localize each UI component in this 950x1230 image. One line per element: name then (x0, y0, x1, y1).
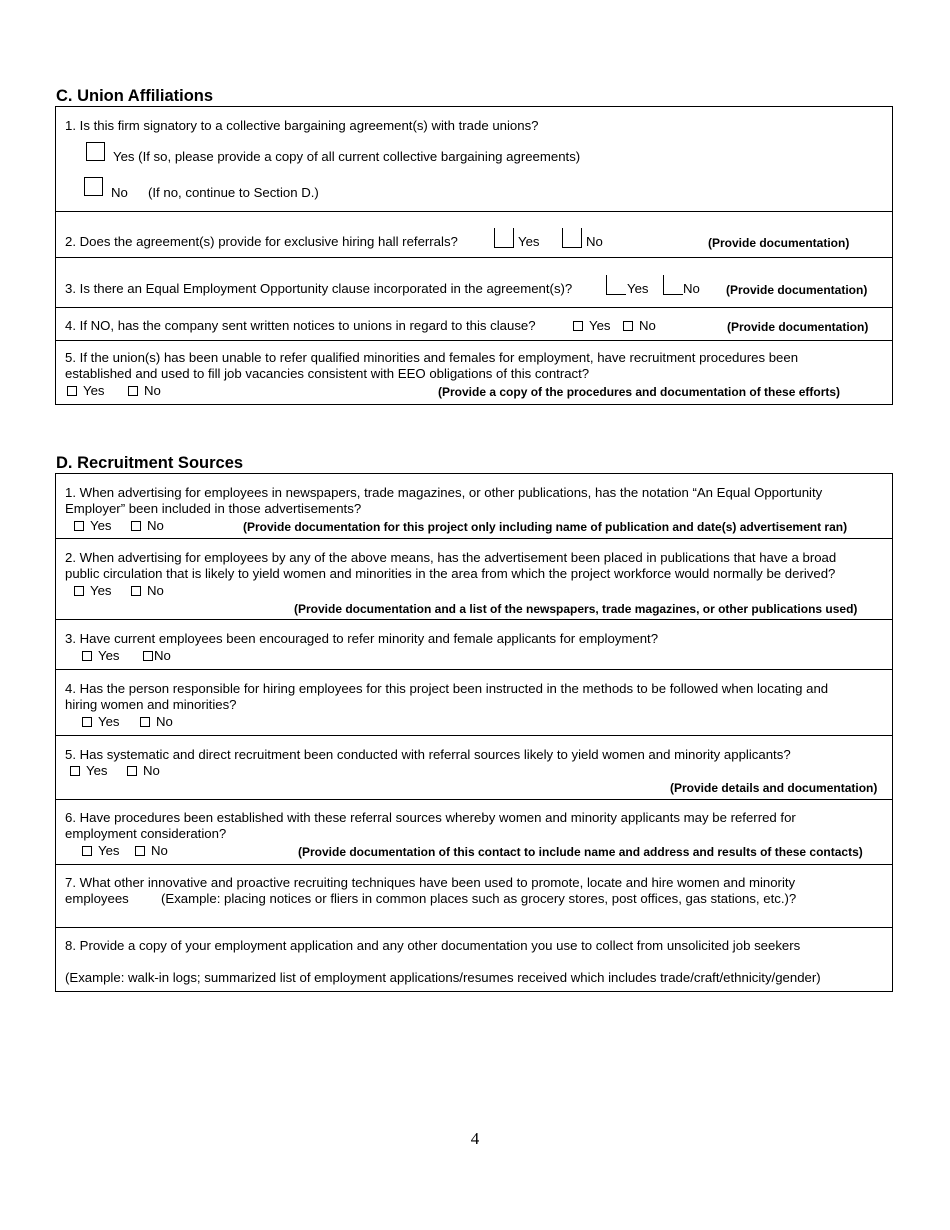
d-q2-line1: 2. When advertising for employees by any of the above means, has the advertisement been placed in publications that have a broad (65, 550, 837, 565)
c-q2-note: (Provide documentation) (708, 236, 850, 250)
c-q4-no-option[interactable] (623, 318, 656, 334)
c-q5-note: (Provide a copy of the procedures and documentation of these efforts) (438, 385, 841, 399)
d-q2-no-checkbox[interactable] (131, 586, 141, 596)
c-q3-text: 3. Is there an Equal Employment Opportunity clause incorporated in the agreement(s)? (65, 281, 573, 296)
c-q1-yes-label: Yes (If so, please provide a copy of all current collective bargaining agreements) (113, 149, 581, 164)
c-q4-note: (Provide documentation) (727, 320, 869, 334)
c-q1-text: 1. Is this firm signatory to a collective bargaining agreement(s) with trade unions? (65, 118, 539, 133)
d-q4-line1: 4. Has the person responsible for hiring employees for this project been instructed in the methods to be followed when locating and (65, 681, 829, 696)
d-q4-yes-checkbox[interactable] (82, 717, 92, 727)
d-q3-yes-label: Yes (98, 648, 120, 663)
c-q5-line1: 5. If the union(s) has been unable to refer qualified minorities and females for employment, have recruitment procedures been (65, 350, 799, 365)
c-q2-yes-checkbox[interactable] (494, 228, 514, 248)
d-q5-line1: 5. Has systematic and direct recruitment been conducted with referral sources likely to yield women and minority applicants? (65, 747, 791, 762)
c-q5-no-option[interactable] (128, 383, 161, 399)
d-q1-line2: Employer” been included in those advertisements? (65, 501, 362, 516)
d-q4-no-checkbox[interactable] (140, 717, 150, 727)
d-question-7 (56, 864, 892, 928)
d-q8-line2: (Example: walk-in logs; summarized list of employment applications/resumes received which includes trade/craft/ethnicity/gender) (65, 970, 821, 985)
d-q1-line1: 1. When advertising for employees in newspapers, trade magazines, or other publications, has the notation “An Equal Opportunity (65, 485, 823, 500)
d-question-4 (56, 669, 892, 736)
c-q1-no-checkbox[interactable] (84, 177, 103, 196)
d-q6-no-label: No (151, 843, 168, 858)
d-q4-yes-option[interactable] (82, 714, 120, 730)
section-c-title: C. Union Affiliations (56, 87, 214, 105)
d-q2-no-option[interactable] (131, 583, 164, 599)
c-q3-no-label: No (683, 281, 700, 296)
d-q7-line1: 7. What other innovative and proactive recruiting techniques have been used to promote, locate and hire women and minority (65, 875, 796, 890)
d-q4-no-option[interactable] (140, 714, 173, 730)
d-q8-line1: 8. Provide a copy of your employment application and any other documentation you use to collect from unsolicited job seekers (65, 938, 801, 953)
d-q3-yes-checkbox[interactable] (82, 651, 92, 661)
d-q3-no-option[interactable] (143, 648, 171, 664)
d-q5-note: (Provide details and documentation) (670, 781, 878, 795)
d-q4-no-label: No (156, 714, 173, 729)
c-q5-no-label: No (144, 383, 161, 398)
c-q2-no-checkbox[interactable] (562, 228, 582, 248)
c-q4-text: 4. If NO, has the company sent written notices to unions in regard to this clause? (65, 318, 536, 333)
c-question-4 (56, 307, 892, 341)
d-q5-no-checkbox[interactable] (127, 766, 137, 776)
c-q4-no-label: No (639, 318, 656, 333)
d-q1-note: (Provide documentation for this project only including name of publication and date(s) advertisement ran) (243, 520, 848, 534)
d-q4-line2: hiring women and minorities? (65, 697, 237, 712)
d-q7-line2b: (Example: placing notices or fliers in common places such as grocery stores, post offices, gas stations, etc.)? (161, 891, 797, 906)
d-q2-no-label: No (147, 583, 164, 598)
c-q3-yes-checkbox[interactable] (606, 275, 626, 295)
d-q2-yes-label: Yes (90, 583, 112, 598)
c-q5-no-checkbox[interactable] (128, 386, 138, 396)
c-q2-no-label: No (586, 234, 603, 249)
c-q4-yes-option[interactable] (573, 318, 611, 334)
d-question-3 (56, 619, 892, 670)
page-number: 4 (470, 1129, 480, 1148)
c-q1-yes-checkbox[interactable] (86, 142, 105, 161)
c-question-5 (56, 340, 892, 405)
c-question-3 (56, 257, 892, 308)
section-d-table (55, 473, 893, 992)
d-q6-note: (Provide documentation of this contact to include name and address and results of these contacts) (298, 845, 863, 859)
d-q6-yes-option[interactable] (82, 843, 120, 859)
d-q3-line1: 3. Have current employees been encouraged to refer minority and female applicants for employment? (65, 631, 659, 646)
d-q3-no-label: No (154, 648, 171, 663)
d-q1-yes-label: Yes (90, 518, 112, 533)
d-q3-yes-option[interactable] (82, 648, 120, 664)
d-question-2 (56, 538, 892, 620)
c-q3-note: (Provide documentation) (726, 283, 868, 297)
d-q1-no-option[interactable] (131, 518, 164, 534)
section-d-title: D. Recruitment Sources (56, 454, 244, 472)
c-q2-yes-label: Yes (518, 234, 540, 249)
d-q2-note: (Provide documentation and a list of the newspapers, trade magazines, or other publications used) (294, 602, 858, 616)
d-question-1 (56, 474, 892, 538)
d-q2-yes-checkbox[interactable] (74, 586, 84, 596)
c-q4-yes-label: Yes (589, 318, 611, 333)
d-question-6 (56, 799, 892, 865)
d-q6-yes-checkbox[interactable] (82, 846, 92, 856)
d-q6-no-checkbox[interactable] (135, 846, 145, 856)
d-q7-line2a: employees (65, 891, 129, 906)
d-q6-yes-label: Yes (98, 843, 120, 858)
c-question-1 (56, 107, 892, 211)
d-q1-yes-option[interactable] (74, 518, 112, 534)
d-q5-yes-checkbox[interactable] (70, 766, 80, 776)
d-q1-no-checkbox[interactable] (131, 521, 141, 531)
d-q5-yes-option[interactable] (70, 763, 108, 779)
c-q5-line2: established and used to fill job vacancies consistent with EEO obligations of this contract? (65, 366, 590, 381)
d-q5-no-option[interactable] (127, 763, 160, 779)
d-q1-yes-checkbox[interactable] (74, 521, 84, 531)
c-q5-yes-checkbox[interactable] (67, 386, 77, 396)
c-q1-no-note: (If no, continue to Section D.) (148, 185, 319, 200)
c-q4-yes-checkbox[interactable] (573, 321, 583, 331)
c-q1-no-label: No (111, 185, 128, 200)
d-q2-line2: public circulation that is likely to yield women and minorities in the area from which the project workforce would normally be derived? (65, 566, 836, 581)
c-q4-no-checkbox[interactable] (623, 321, 633, 331)
c-q3-yes-label: Yes (627, 281, 649, 296)
section-c-table (55, 106, 893, 405)
d-question-5 (56, 735, 892, 800)
d-q5-no-label: No (143, 763, 160, 778)
d-q6-line1: 6. Have procedures been established with these referral sources whereby women and minority applicants may be referred for (65, 810, 796, 825)
c-q3-no-checkbox[interactable] (663, 275, 683, 295)
d-q1-no-label: No (147, 518, 164, 533)
d-q6-no-option[interactable] (135, 843, 168, 859)
c-q2-text: 2. Does the agreement(s) provide for exclusive hiring hall referrals? (65, 234, 458, 249)
c-q5-yes-label: Yes (83, 383, 105, 398)
d-q2-yes-option[interactable] (74, 583, 112, 599)
d-question-8 (56, 927, 892, 992)
d-q3-no-checkbox[interactable] (143, 651, 153, 661)
c-question-2 (56, 211, 892, 258)
d-q5-yes-label: Yes (86, 763, 108, 778)
d-q4-yes-label: Yes (98, 714, 120, 729)
c-q5-yes-option[interactable] (67, 383, 105, 399)
d-q6-line2: employment consideration? (65, 826, 227, 841)
